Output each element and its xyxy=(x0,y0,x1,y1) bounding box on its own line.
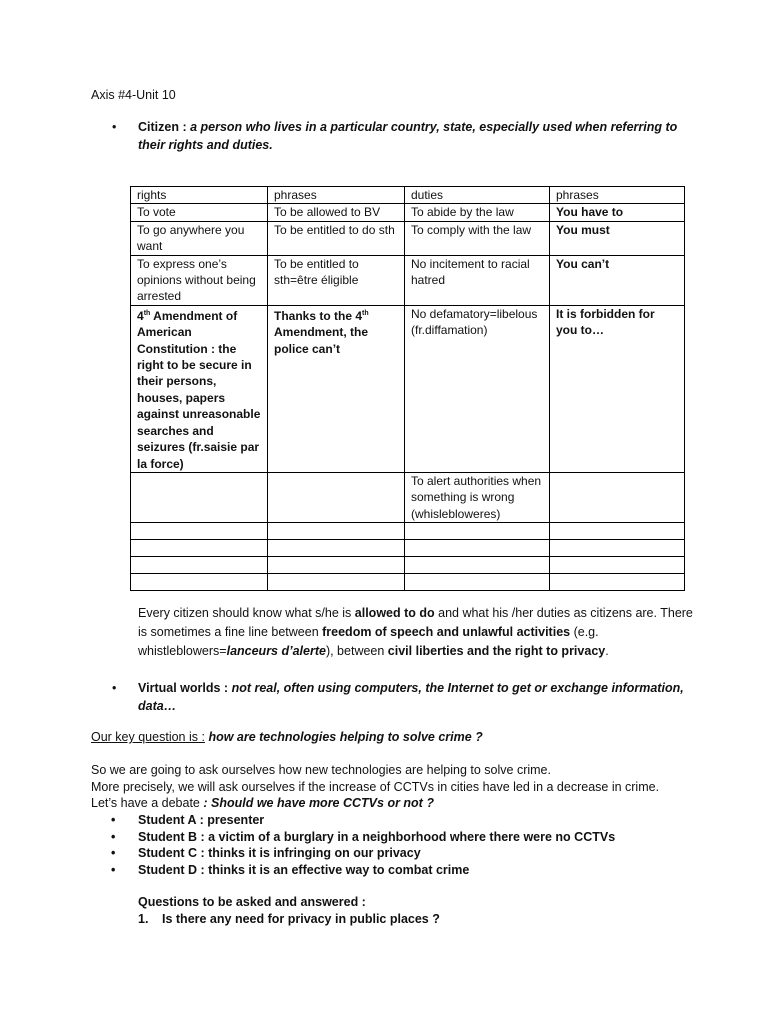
table-row xyxy=(131,472,685,522)
debate-question: : Should we have more CCTVs or not ? xyxy=(203,796,434,810)
table-cell: Thanks to the 4th Amendment, the police can’t xyxy=(268,305,405,472)
table-cell xyxy=(550,540,685,557)
table-cell xyxy=(131,540,268,557)
para-text: ), between xyxy=(325,644,388,658)
table-cell: You can’t xyxy=(550,255,685,305)
table-cell xyxy=(131,523,268,540)
question-number: 1. xyxy=(138,912,149,926)
table-row xyxy=(131,574,685,591)
table-cell xyxy=(405,523,550,540)
citizen-definition-text: a person who lives in a particular country, state, especially used when referring to their rights and duties. xyxy=(138,120,678,152)
list-item: • Student D : thinks it is an effective way to combat crime xyxy=(111,862,470,877)
header-cell: rights xyxy=(131,187,268,204)
table-row xyxy=(131,221,685,255)
virtual-worlds-definition xyxy=(138,679,698,715)
table-cell: To express one’s opinions without being arrested xyxy=(131,255,268,305)
table-cell: To abide by the law xyxy=(405,204,550,221)
header-cell: phrases xyxy=(268,187,405,204)
table-cell xyxy=(268,574,405,591)
header-cell: duties xyxy=(405,187,550,204)
table-cell: To vote xyxy=(131,204,268,221)
para-text: . xyxy=(605,644,609,658)
list-item: • Student B : a victim of a burglary in a neighborhood where there were no CCTVs xyxy=(111,829,616,844)
header-cell: phrases xyxy=(550,187,685,204)
para-italic: lanceurs d’alerte xyxy=(226,644,326,658)
para-bold: freedom of speech and unlawful activities xyxy=(322,625,571,639)
table-row xyxy=(131,255,685,305)
bullet-icon: • xyxy=(112,681,117,695)
table-cell: To comply with the law xyxy=(405,221,550,255)
table-cell xyxy=(405,540,550,557)
key-question-text: how are technologies helping to solve crime ? xyxy=(208,730,483,744)
table-row xyxy=(131,204,685,221)
table-cell: No incitement to racial hatred xyxy=(405,255,550,305)
para-text: (e.g. whistleblowers= xyxy=(138,625,599,658)
table-cell: 4th Amendment of American Constitution : the right to be secure in their persons, houses, papers against unreasonable searches and seizures (fr.saisie par la force) xyxy=(131,305,268,472)
debate-intro xyxy=(91,762,711,812)
table-cell xyxy=(268,523,405,540)
citizen-term: Citizen : xyxy=(138,120,187,134)
table-row xyxy=(131,557,685,574)
citizen-definition xyxy=(138,118,698,154)
table-cell xyxy=(550,472,685,522)
key-question xyxy=(91,730,483,744)
table-cell xyxy=(405,557,550,574)
rights-duties-table xyxy=(130,186,685,591)
table-cell: You must xyxy=(550,221,685,255)
table-row xyxy=(131,540,685,557)
para-text: Every citizen should know what s/he is xyxy=(138,606,355,620)
table-cell xyxy=(550,574,685,591)
bullet-icon: • xyxy=(111,829,116,844)
list-item: • Student A : presenter xyxy=(111,813,265,827)
question-text: Is there any need for privacy in public places ? xyxy=(162,912,440,926)
table-cell: To alert authorities when something is wrong (whislebloweres) xyxy=(405,472,550,522)
bullet-icon: • xyxy=(112,120,117,134)
list-item xyxy=(138,911,440,928)
table-header-row xyxy=(131,187,685,204)
bullet-icon: • xyxy=(111,846,116,860)
student-roles-list xyxy=(111,812,711,878)
page-header: Axis #4-Unit 10 xyxy=(91,88,176,102)
table-cell: To be allowed to BV xyxy=(268,204,405,221)
table-cell xyxy=(550,523,685,540)
intro-line: So we are going to ask ourselves how new technologies are helping to solve crime. xyxy=(91,763,551,777)
para-bold: civil liberties and the right to privacy xyxy=(387,644,606,658)
para-text: and what his /her duties as citizens are. There is sometimes a fine line between xyxy=(138,606,693,639)
table-cell xyxy=(131,574,268,591)
table-cell xyxy=(550,557,685,574)
intro-line: More precisely, we will ask ourselves if the increase of CCTVs in cities have led in a decrease in crime. xyxy=(91,779,660,794)
table-cell xyxy=(268,540,405,557)
table-cell: To be entitled to sth=être éligible xyxy=(268,255,405,305)
intro-text: Let’s have a debate xyxy=(91,796,204,810)
table-cell: You have to xyxy=(550,204,685,221)
bullet-icon: • xyxy=(111,813,116,827)
para-bold: allowed to do xyxy=(354,606,435,620)
table-cell xyxy=(405,574,550,591)
table-row xyxy=(131,523,685,540)
table-row xyxy=(131,305,685,472)
bullet-icon: • xyxy=(111,862,116,877)
table-cell: No defamatory=libelous (fr.diffamation) xyxy=(405,305,550,472)
table-cell: To be entitled to do sth xyxy=(268,221,405,255)
questions-heading: Questions to be asked and answered : xyxy=(138,895,366,909)
table-cell xyxy=(131,557,268,574)
virtual-worlds-text: not real, often using computers, the Internet to get or exchange information, data… xyxy=(138,681,684,713)
virtual-worlds-term: Virtual worlds : xyxy=(138,681,229,695)
table-cell: To go anywhere you want xyxy=(131,221,268,255)
table-cell xyxy=(268,472,405,522)
questions-section xyxy=(138,894,440,928)
key-question-label: Our key question is : xyxy=(91,730,205,744)
table-cell: It is forbidden for you to… xyxy=(550,305,685,472)
table-cell xyxy=(268,557,405,574)
intro-line xyxy=(91,795,711,812)
list-item: • Student C : thinks it is infringing on our privacy xyxy=(111,846,421,860)
table-cell xyxy=(131,472,268,522)
citizens-paragraph xyxy=(138,604,698,661)
